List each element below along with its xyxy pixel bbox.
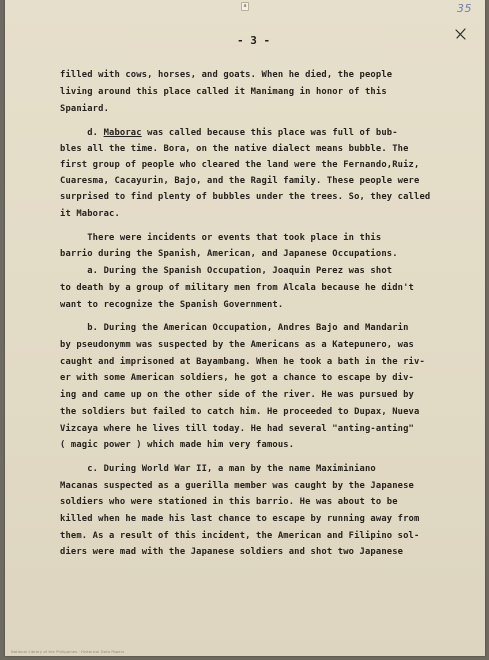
text-line: living around this place called it Manimang in honor of this: [60, 87, 387, 97]
handwritten-check-icon: [454, 27, 468, 41]
text-line: ( magic power ) which made him very famous.: [60, 440, 295, 450]
text-line: by pseudonymm was suspected by the Americans as a Katepunero, was: [60, 340, 415, 350]
line-rest: was called because this place was full of bub-: [141, 128, 398, 138]
text-line: [60, 127, 398, 139]
text-line: first group of people who cleared the land were the Fernando,Ruiz,: [60, 160, 420, 170]
text-line: Macanas suspected as a guerilla member was caught by the Japanese: [60, 481, 415, 491]
text-line: barrio during the Spanish, American, and Japanese Occupations.: [60, 249, 398, 259]
text-line: soldiers who were stationed in this barrio. He was about to be: [60, 497, 398, 507]
text-line: ing and came up on the other side of the river. He was pursued by: [60, 390, 415, 400]
text-line: them. As a result of this incident, the American and Filipino sol-: [60, 531, 420, 541]
text-line: diers were mad with the Japanese soldiers and shot two Japanese: [60, 547, 404, 557]
text-line: There were incidents or events that took place in this: [60, 233, 382, 243]
text-line: filled with cows, horses, and goats. When he died, the people: [60, 70, 393, 80]
text-line: er with some American soldiers, he got a chance to escape by div-: [60, 373, 415, 383]
text-line: bles all the time. Bora, on the native dialect means bubble. The: [60, 144, 409, 154]
text-line: want to recognize the Spanish Government.: [60, 300, 284, 310]
text-line: Cuaresma, Cacayurin, Bajo, and the Ragil family. These people were: [60, 176, 420, 186]
text-line: c. During World War II, a man by the name Maximiniano: [60, 464, 376, 474]
handwritten-folio-number: 35: [457, 2, 472, 15]
underlined-place-name: Maborac: [103, 128, 142, 138]
line-prefix: d.: [60, 128, 104, 138]
text-line: Vizcaya where he lives till today. He had several "anting-anting": [60, 424, 415, 434]
text-line: surprised to find plenty of bubbles under the trees. So, they called: [60, 192, 431, 202]
text-line: a. During the Spanish Occupation, Joaquin Perez was shot: [60, 266, 393, 276]
text-line: to death by a group of military men from Alcala because he didn't: [60, 283, 415, 293]
archive-footer-stamp: National Library of the Philippines · Historical Data Papers: [11, 650, 125, 654]
text-line: the soldiers but failed to catch him. He proceeded to Dupax, Nueva: [60, 407, 420, 417]
text-line: killed when he made his last chance to escape by running away from: [60, 514, 420, 524]
text-line: Spaniard.: [60, 104, 110, 114]
text-line: b. During the American Occupation, Andres Bajo and Mandarin: [60, 323, 409, 333]
document-page: [5, 0, 485, 656]
text-line: caught and imprisoned at Bayambang. When he took a bath in the riv-: [60, 357, 425, 367]
page-number: - 3 -: [237, 34, 271, 47]
text-line: it Maborac.: [60, 209, 120, 219]
page-tab-marker: a: [241, 2, 249, 11]
